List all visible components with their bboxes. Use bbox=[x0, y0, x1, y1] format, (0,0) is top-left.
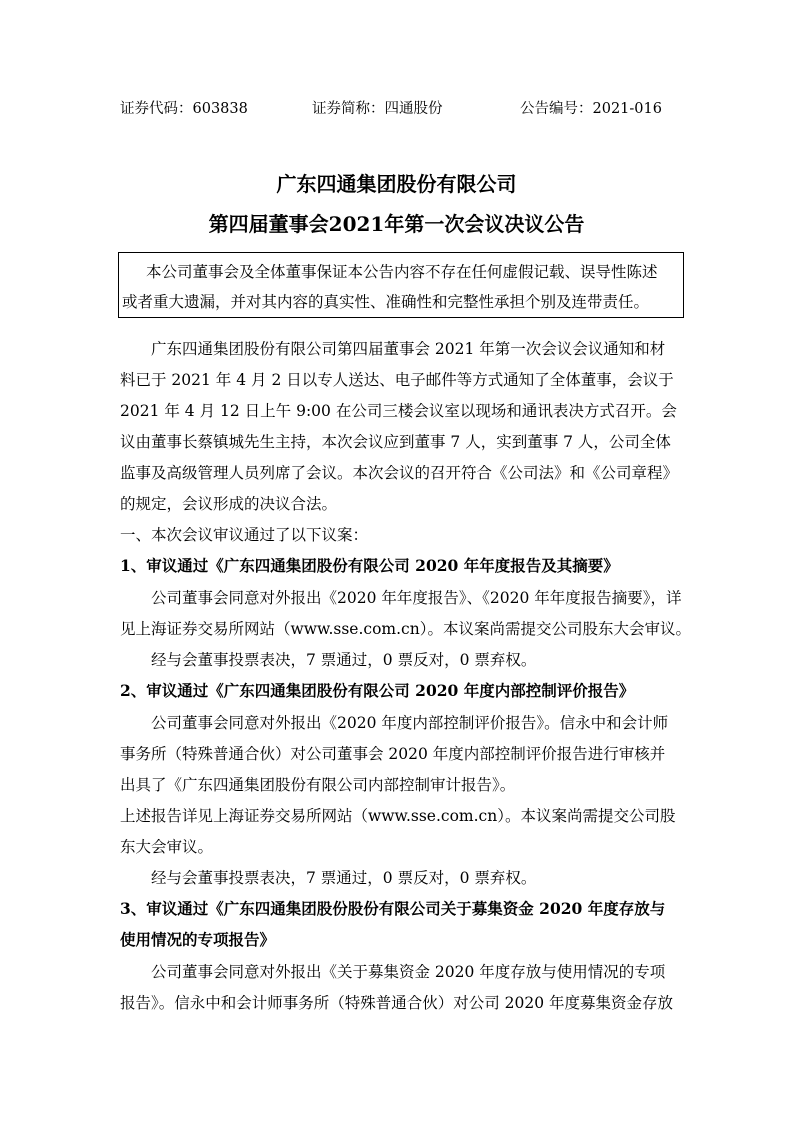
notice-line-1: 本公司董事会及全体董事保证本公告内容不存在任何虚假记载、误导性陈述 bbox=[146, 263, 658, 281]
item-2-line-5: 东大会审议。 bbox=[120, 838, 214, 856]
item-2-vote: 经与会董事投票表决，7 票通过，0 票反对，0 票弃权。 bbox=[151, 869, 537, 887]
intro-line-1: 广东四通集团股份有限公司第四届董事会 2021 年第一次会议会议通知和材 bbox=[151, 340, 666, 358]
announcement-number: 公告编号：2021-016 bbox=[520, 101, 662, 117]
intro-line-3: 2021 年 4 月 12 日上午 9:00 在公司三楼会议室以现场和通讯表决方式召开。会 bbox=[120, 402, 677, 420]
stock-code: 证券代码：603838 bbox=[120, 101, 248, 117]
item-2-heading: 2、审议通过《广东四通集团股份有限公司 2020 年度内部控制评价报告》 bbox=[120, 681, 635, 700]
item-1-line-1: 公司董事会同意对外报出《2020 年年度报告》、《2020 年年度报告摘要》，详 bbox=[151, 589, 682, 607]
intro-line-5: 监事及高级管理人员列席了会议。本次会议的召开符合《公司法》和《公司章程》 bbox=[120, 464, 679, 482]
announcement-title: 第四届董事会2021年第一次会议决议公告 bbox=[208, 212, 585, 236]
item-1-heading: 1、审议通过《广东四通集团股份有限公司 2020 年年度报告及其摘要》 bbox=[120, 556, 619, 575]
item-3-line-1: 公司董事会同意对外报出《关于募集资金 2020 年度存放与使用情况的专项 bbox=[151, 963, 666, 981]
item-3-heading-line-1: 3、审议通过《广东四通集团股份股份有限公司关于募集资金 2020 年度存放与 bbox=[120, 899, 666, 918]
stock-abbreviation: 证券简称：四通股份 bbox=[312, 101, 443, 117]
item-3-line-2: 报告》。信永中和会计师事务所（特殊普通合伙）对公司 2020 年度募集资金存放 bbox=[120, 994, 674, 1012]
item-2-line-3: 出具了《广东四通集团股份有限公司内部控制审计报告》。 bbox=[120, 776, 516, 794]
item-1-vote: 经与会董事投票表决，7 票通过，0 票反对，0 票弃权。 bbox=[151, 651, 537, 669]
intro-line-2: 料已于 2021 年 4 月 2 日以专人送达、电子邮件等方式通知了全体董事，会议于 bbox=[120, 371, 674, 389]
item-2-line-4: 上述报告详见上海证券交易所网站（www.sse.com.cn）。本议案尚需提交公司股 bbox=[120, 807, 676, 825]
item-3-heading-line-2: 使用情况的专项报告》 bbox=[120, 930, 276, 949]
item-2-line-2: 事务所（特殊普通合伙）对公司董事会 2020 年度内部控制评价报告进行审核并 bbox=[120, 745, 666, 763]
item-1-line-2: 见上海证券交易所网站（www.sse.com.cn）。本议案尚需提交公司股东大会审议。 bbox=[120, 620, 691, 638]
announcement-header bbox=[120, 97, 680, 117]
notice-line-2: 或者重大遗漏，并对其内容的真实性、准确性和完整性承担个别及连带责任。 bbox=[122, 293, 650, 311]
item-2-line-1: 公司董事会同意对外报出《2020 年度内部控制评价报告》。信永中和会计师 bbox=[151, 714, 669, 732]
intro-line-6: 的规定，会议形成的决议合法。 bbox=[120, 495, 338, 513]
section-intro: 一、本次会议审议通过了以下议案： bbox=[120, 526, 369, 544]
intro-line-4: 议由董事长蔡镇城先生主持，本次会议应到董事 7 人，实到董事 7 人，公司全体 bbox=[120, 433, 671, 451]
responsibility-notice-box bbox=[118, 252, 684, 318]
company-title: 广东四通集团股份有限公司 bbox=[276, 172, 517, 196]
